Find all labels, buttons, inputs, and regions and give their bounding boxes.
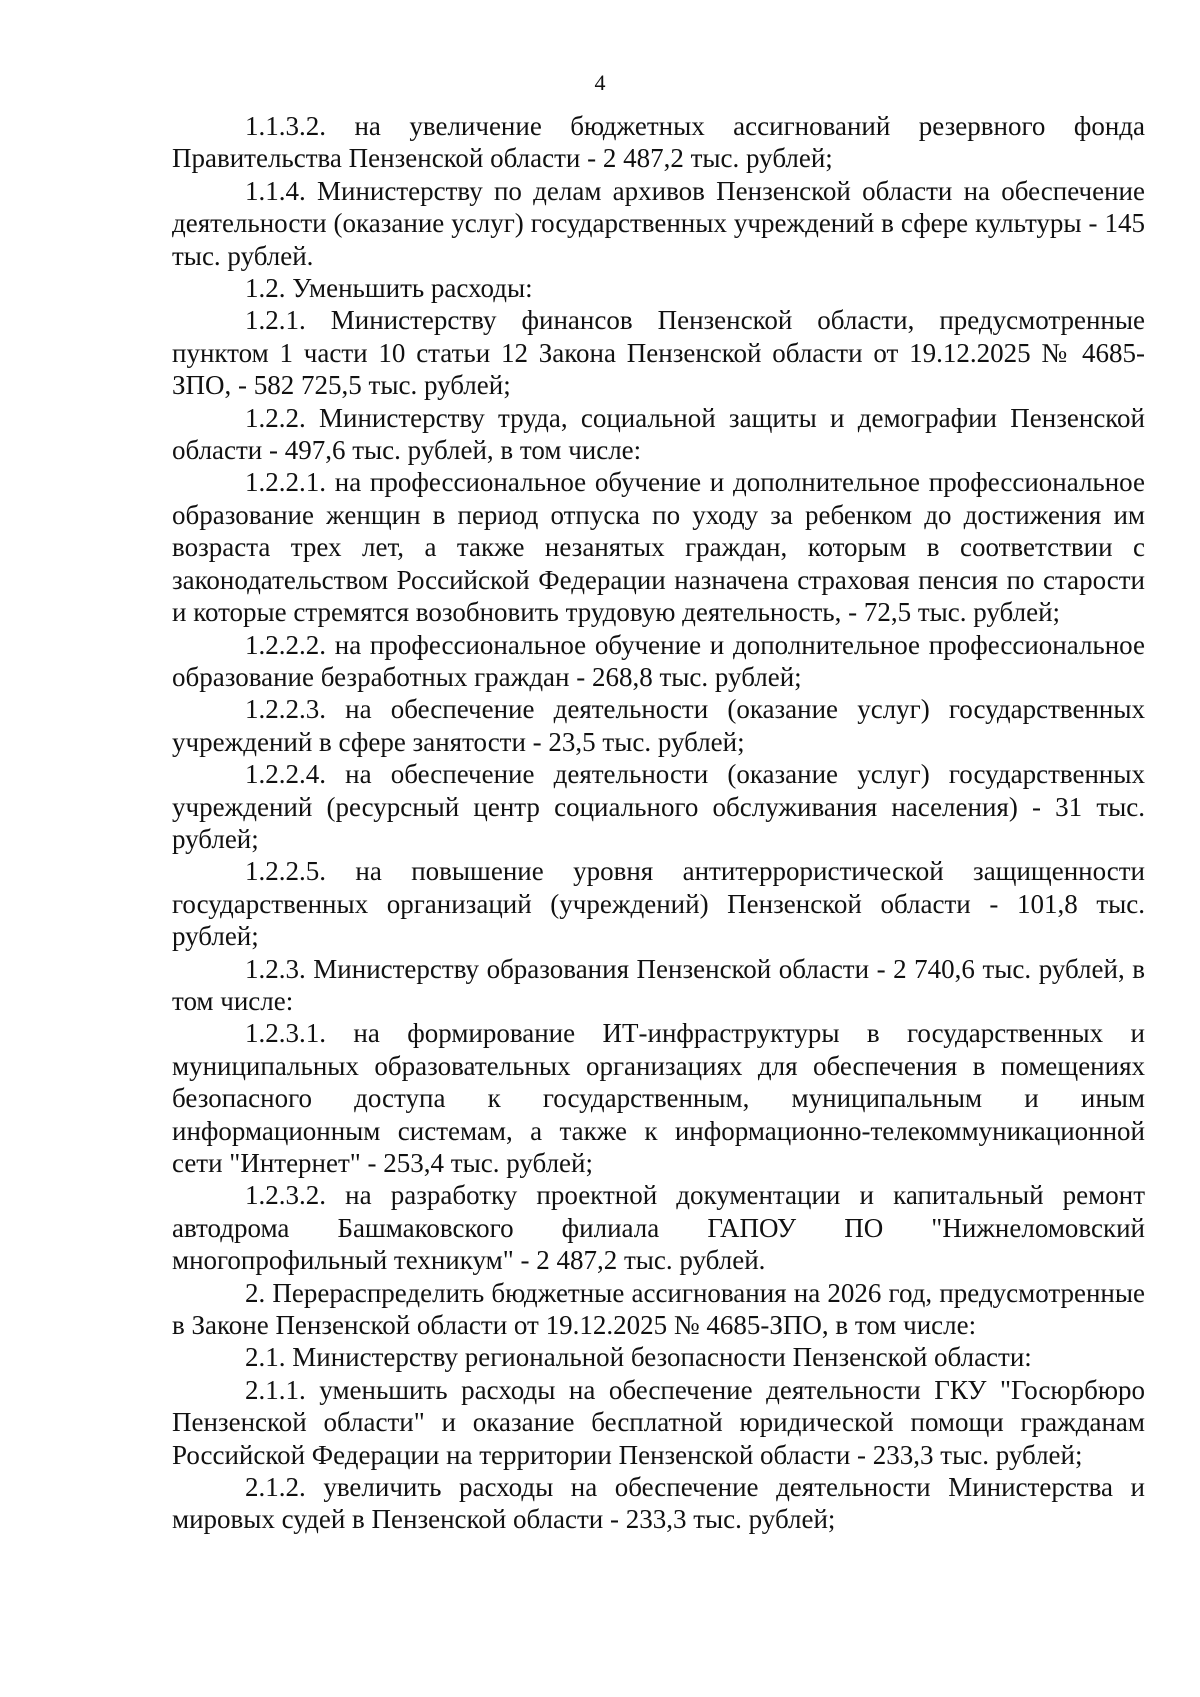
paragraph-1-2: 1.2. Уменьшить расходы: (245, 273, 533, 304)
paragraph-1-1-4: 1.1.4. Министерству по делам архивов Пензенской области на обеспечение деятельности (оказание услуг) государственных учреждений в сфере культуры - 145 тыс. рублей. (172, 175, 1145, 271)
page-number: 4 (594, 70, 606, 95)
paragraph-2-1: 2.1. Министерству региональной безопасности Пензенской области: (245, 1342, 1032, 1373)
paragraph-1-2-2-2: 1.2.2.2. на профессиональное обучение и дополнительное профессиональное образование безработных граждан - 268,8 тыс. рублей; (172, 629, 1145, 692)
paragraph-1-2-3-2: 1.2.3.2. на разработку проектной документации и капитальный ремонт автодрома Башмаковского филиала ГАПОУ ПО "Нижнеломовский многопрофильный техникум" - 2 487,2 тыс. рублей. (172, 1180, 1145, 1276)
paragraph-2-1-1: 2.1.1. уменьшить расходы на обеспечение деятельности ГКУ "Госюрбюро Пензенской области" и оказание бесплатной юридической помощи гражданам Российской Федерации на территории Пензенской области - 233,3 тыс. рублей; (172, 1374, 1145, 1470)
paragraph-1-2-2-1: 1.2.2.1. на профессиональное обучение и дополнительное профессиональное образование женщин в период отпуска по уходу за ребенком до достижения им возраста трех лет, а также незанятых граждан, которым в соответствии с законодательством Российской Федерации назначена страховая пенсия по старости и которые стремятся возобновить трудовую деятельность, - 72,5 тыс. рублей; (172, 467, 1145, 628)
document-body (172, 110, 1145, 1536)
paragraph-1-2-2: 1.2.2. Министерству труда, социальной защиты и демографии Пензенской области - 497,6 тыс. рублей, в том числе: (172, 402, 1145, 466)
paragraph-2-1-2: 2.1.2. увеличить расходы на обеспечение деятельности Министерства и мировых судей в Пензенской области - 233,3 тыс. рублей; (172, 1472, 1145, 1535)
paragraph-1-2-1: 1.2.1. Министерству финансов Пензенской области, предусмотренные пунктом 1 части 10 статьи 12 Закона Пензенской области от 19.12.2025 № 4685-ЗПО, - 582 725,5 тыс. рублей; (172, 305, 1145, 401)
paragraph-2: 2. Перераспределить бюджетные ассигнования на 2026 год, предусмотренные в Законе Пензенской области от 19.12.2025 № 4685-ЗПО, в том числе: (172, 1277, 1145, 1341)
paragraph-1-2-2-3: 1.2.2.3. на обеспечение деятельности (оказание услуг) государственных учреждений в сфере занятости - 23,5 тыс. рублей; (172, 694, 1145, 757)
paragraph-1-2-2-5: 1.2.2.5. на повышение уровня антитеррористической защищенности государственных организаций (учреждений) Пензенской области - 101,8 тыс. рублей; (172, 856, 1145, 952)
paragraph-1-2-2-4: 1.2.2.4. на обеспечение деятельности (оказание услуг) государственных учреждений (ресурсный центр социального обслуживания населения) - 31 тыс. рублей; (172, 759, 1145, 854)
paragraph-1-1-3-2: 1.1.3.2. на увеличение бюджетных ассигнований резервного фонда Правительства Пензенской области - 2 487,2 тыс. рублей; (172, 111, 1145, 174)
paragraph-1-2-3: 1.2.3. Министерству образования Пензенской области - 2 740,6 тыс. рублей, в том числе: (172, 953, 1145, 1016)
paragraph-1-2-3-1: 1.2.3.1. на формирование ИТ-инфраструктуры в государственных и муниципальных образовательных организациях для обеспечения в помещениях безопасного доступа к государственным, муниципальным и иным информационным системам, а также к информационно-телекоммуникационной сети "Интернет" - 253,4 тыс. рублей; (172, 1018, 1145, 1178)
